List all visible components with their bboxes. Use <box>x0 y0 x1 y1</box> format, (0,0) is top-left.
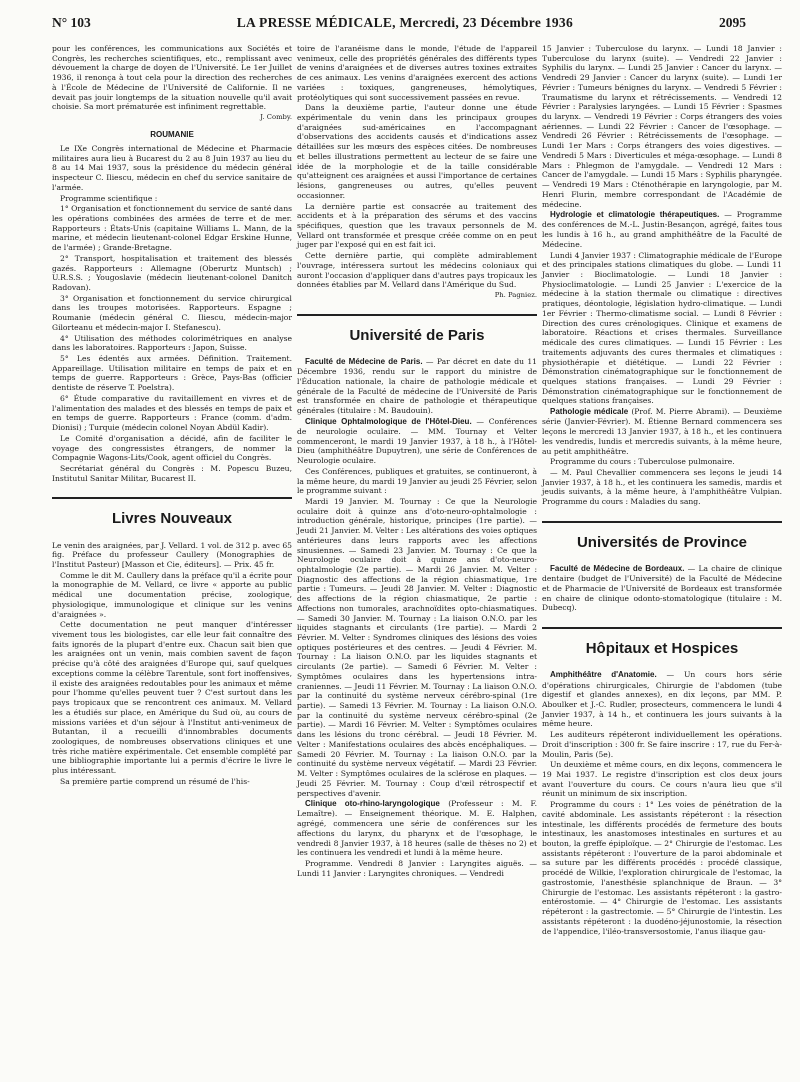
ophthalmology-heading: Clinique Ophtalmologique de l'Hôtel-Dieu. <box>305 416 472 426</box>
bordeaux-heading: Faculté de Médecine de Bordeaux. <box>550 564 685 573</box>
pathology-text: (Prof. M. Pierre Abrami). — Deuxième série (Janvier-Février). M. Étienne Bernard commencera ses leçons le mercredi 13 Janvier 1937, à 18 h., et les continuera les vendredis, lundis et mercredis suivants, à la même heure, au petit amphithéâtre. <box>542 407 782 456</box>
program-item: 6° Étude comparative du ravitaillement en vivres et de l'alimentation des malades et des blessés en temps de paix et en temps de guerre. Rapporteurs : France (comm. d'adm. Dionisi) ; Turquie (médecin colonel Noyan Abdül Kadir). <box>52 393 292 433</box>
oto-heading: Clinique oto-rhino-laryngologique <box>305 799 440 809</box>
pathology-notice <box>542 407 782 456</box>
ophthalmology-notice <box>297 417 537 466</box>
section-heading-livres: Livres Nouveaux <box>111 510 233 528</box>
hydrology-heading: Hydrologie et climatologie thérapeutiques. <box>550 210 720 220</box>
program-item: 4° Utilisation des méthodes colorimétriques en analyse dans les laboratoires. Rapporteurs : Japon, Suisse. <box>52 333 292 353</box>
anatomy-heading: Amphithéâtre d'Anatomie. <box>550 670 657 680</box>
pathology-program: Programme du cours : Tuberculose pulmonaire. <box>550 457 735 467</box>
oto-program-continued: 15 Janvier : Tuberculose du larynx. — Lundi 18 Janvier : Tuberculose du larynx (suite). — Vendredi 22 Janvier : Syphilis du larynx. — Lundi 25 Janvier : Cancer du larynx. — Vendredi 29 Janvier : Cancer du larynx (suite). — Lundi 1er Février : Tumeurs bénignes du larynx. — Vendredi 5 Février : Traumatisme du larynx et rétrécissements. — Vendredi 12 Février : Paralysies laryngées. — Lundi 15 Février : Spasmes du larynx. — Vendredi 19 Février : Corps étrangers des voies aériennes. — Lundi 22 Février : Cancer de l'œsophage. — Vendredi 26 Février : Rétrécissements de l'œsophage. — Lundi 1er Mars : Corps étrangers des voies digestives. — Vendredi 5 Mars : Diverticules et méga-œsophage. — Lundi 8 Mars : Phlegmon de l'amygdale. — Vendredi 12 Mars : Cancer de l'amygdale. — Lundi 15 Mars : Syphilis pharyngée. — Vendredi 19 Mars : Cténothérapie en laryngologie, par M. Henri Flurin, membre correspondant de l'Académie de médecine. <box>542 44 782 209</box>
program-item: 2° Transport, hospitalisation et traitement des blessés gazés. Rapporteurs : Allemagne (Oberurtz Muntsch) ; U.R.S.S. ; Yougoslavie (médecin lieutenant-colonel Danitch Radovan). <box>52 253 292 293</box>
program-heading: Programme scientifique : <box>60 193 158 203</box>
section-rule <box>52 497 292 499</box>
section-rule <box>542 627 782 629</box>
congress-note: Le Comité d'organisation a décidé, afin de faciliter le voyage des congressistes étrangers, de nommer la Compagnie Wagons-Lits/Cook, agent officiel du Congrès. <box>52 433 292 463</box>
review-paragraph: Sa première partie comprend un résumé de l'his- <box>60 776 250 786</box>
section-rule <box>297 314 537 316</box>
review-paragraph: Comme le dit M. Caullery dans la préface qu'il a écrite pour la monographie de M. Vellard, ce livre « apporte au public médical une documentation précise, zoologique, physiologique, immunologique et clinique sur les venins d'araignées ». <box>52 570 292 619</box>
review-signature: Ph. Pagniez. <box>494 290 537 299</box>
congress-paragraph: Le IXe Congrès international de Médecine et Pharmacie militaires aura lieu à Bucarest du 2 au 8 Juin 1937 au lieu du 8 au 14 Mai 1937, sous la présidence du médecin général inspecteur C. Iliescu, médecin en chef du service sanitaire de l'armée. <box>52 143 292 192</box>
anatomy-text: — Un cours hors série d'opérations chirurgicales, Chirurgie de l'abdomen (tube digestif et glandes annexes), en dix leçons, par MM. P. Aboulker et J.-C. Rudler, prosecteurs, commencera le lundi 4 Janvier 1937, à 14 h., et continuera les jours suivants à la même heure. <box>542 670 782 729</box>
bordeaux-notice <box>542 564 782 613</box>
review-paragraph: La dernière partie est consacrée au traitement des accidents et à la préparation des sérums et des vaccins spécifiques, question que les travaux personnels de M. Vellard ont transformée et presque créée comme on en peut juger par l'exposé qui en est fait ici. <box>297 201 537 250</box>
obituary-signature: J. Comby. <box>260 113 292 122</box>
review-paragraph: Dans la deuxième partie, l'auteur donne une étude expérimentale du venin dans les principaux groupes d'araignées sud-américaines en l'accompagnant d'observations des accidents causés et d'indications assez détaillées sur les mœurs des espèces citées. De nombreuses et belles illustrations permettent au lecteur de se faire une idée de la morphologie et de la taille considérable qu'atteignent ces araignées et aussi l'importance de certaines lésions, gangreneuses ou autres, qu'elles peuvent occasionner. <box>297 103 537 200</box>
obituary-paragraph: pour les conférences, les communications aux Sociétés et Congrès, les recherches scientifiques, etc., remplissant avec dévouement la charge de doyen de l'Université. Le 1er Juillet 1936, il renonça à tout cela pour la direction des recherches à l'École de Médecine de l'Université de Californie. Il ne devait pas jouir longtemps de la situation nouvelle qu'il avait choisie. Sa mort prématurée est infiniment regrettable. <box>52 44 292 112</box>
program-item: 3° Organisation et fonctionnement du service chirurgical dans les troupes motorisées. Rapporteurs. Espagne ; Roumanie (médecin général C. Iliescu, médecin-major Gilorteanu et médecin-major I. Stefanescu). <box>52 293 292 332</box>
section-rule <box>542 521 782 523</box>
hydrology-text: — Programme des conférences de M.-L. Justin-Besançon, agrégé, faites tous les lundis à 16 h., au grand amphithéâtre de la Faculté de Médecine. <box>542 210 782 249</box>
page-number: 2095 <box>719 15 746 30</box>
pathology-paragraph: — M. Paul Chevallier commencera ses leçons le jeudi 14 Janvier 1937, à 18 h., et les continuera les samedis, mardis et jeudis suivants, à la même heure, à l'amphithéâtre Vulpian. Programme du cours : Maladies du sang. <box>542 467 782 507</box>
program-item: 1° Organisation et fonctionnement du service de santé dans les opérations combinées des armées de terre et de mer. Rapporteurs : États-Unis (capitaine Williams L. Mann, de la marine, et médecin lieutenant-colonel Edgar Erskine Hunne, de l'armée) ; Grande-Bretagne. <box>52 204 292 253</box>
anatomy-notice <box>542 670 782 729</box>
ophthalmology-program: Mardi 19 Janvier. M. Tournay : Ce que la Neurologie oculaire doit à quinze ans d'oto-neuro-ophtalmologie : introduction générale, historique, principes (1re partie). — Jeudi 21 Janvier. M. Velter : Les altérations des voies optiques antérieures dans leurs rapports avec les affections sinusiennes. — Samedi 23 Janvier. M. Tournay : Ce que la Neurologie oculaire doit à quinze ans d'oto-neuro-ophtalmologie (2e partie). — Mardi 26 Janvier. M. Velter : Diagnostic des affections de la région chiasmatique, 1re partie : Tumeurs. — Jeudi 28 Janvier. M. Velter : Diagnostic des affections de la région chiasmatique, 2e partie : Affections non tumorales, arachnoïdites opto-chiasmatiques. — Samedi 30 Janvier. M. Tournay : La liaison O.N.O. par les liquides stagnants et circulants (1re partie). — Mardi 2 Février. M. Velter : Syndromes cliniques des lésions des voies optiques postérieures et des centres. — Jeudi 4 Février. M. Tournay : La liaison O.N.O. par les liquides stagnants et circulants (2e partie). — Samedi 6 Février. M. Velter : Symptômes oculaires dans les hypertensions intra-craniennes. — Jeudi 11 Février. M. Tournay : La liaison O.N.O. par la continuité du système nerveux cérébro-spinal (1re partie). — Samedi 13 Février. M. Tournay : La liaison O.N.O. par la continuité du système nerveux cérébro-spinal (2e partie). — Mardi 16 Février. M. Velter : Symptômes oculaires dans les lésions du tronc cérébral. — Jeudi 18 Février. M. Velter : Manifestations oculaires des abcès encéphaliques. — Samedi 20 Février. M. Tournay : La liaison O.N.O. par la continuité du système nerveux végétatif. — Mardi 23 Février. M. Velter : Symptômes oculaires de la sclérose en plaques. — Jeudi 25 Février. M. Tournay : Coup d'œil rétrospectif et perspectives d'avenir. <box>297 496 537 798</box>
review-paragraph: Cette documentation ne peut manquer d'intéresser vivement tous les biologistes, car elle leur fait connaître des faits ignorés de la plupart d'entre eux. Chacun sait bien que les araignées ont un venin, mais combien savent de façon précise qu'à côté des araignées d'Europe qui, sauf quelques exceptions comme la célèbre Tarentule, sont fort inoffensives, il existe des araignées redoutables pour les animaux et même pour l'homme qu'elles peuvent tuer ? C'est surtout dans les pays tropicaux que se rencontrent ces animaux. M. Vellard les a étudiés sur place, en Amérique du Sud où, au cours de missions variées et d'un séjour à l'Institut anti-venimeux de Butantan, il a recueilli d'innombrables documents zoologiques, de nombreuses observations cliniques et une très riche matière expérimentale. Cet ensemble complété par une bibliographie importante lui a permis d'écrire le livre le plus intéressant. <box>52 620 292 776</box>
section-heading-province: Universités de Province <box>576 533 748 551</box>
ophthalmology-paragraph: Ces Conférences, publiques et gratuites, se continueront, à la même heure, du mardi 19 Janvier au jeudi 25 Février, selon le programme suivant : <box>297 466 537 496</box>
column-right <box>542 44 782 937</box>
pathology-heading: Pathologie médicale <box>550 407 629 417</box>
bordeaux-text: — La chaire de clinique dentaire (budget de l'Université) de la Faculté de Médecine et de Pharmacie de l'Université de Bordeaux est transformée en chaire de clinique odonto-stomatologique (titulaire : M. Dubecq). <box>542 564 782 613</box>
congress-secretariat: Secrétariat général du Congrès : M. Popescu Buzeu, Institutul Sanitar Militar, Bucarest II. <box>52 463 292 483</box>
oto-text: (Professeur : M. F. Lemaître). — Enseignement théorique. M. E. Halphen, agrégé, commencera une série de conférences sur les affections du larynx, du pharynx et de l'œsophage, le vendredi 8 Janvier 1937, à 18 heures (salle de thèses no 2) et les continuera les vendredi et lundi à la même heure. <box>297 799 537 858</box>
oto-program: Programme. Vendredi 8 Janvier : Laryngites aiguës. — Lundi 11 Janvier : Laryngites chroniques. — Vendredi <box>297 859 537 878</box>
program-item: 5° Les édentés aux armées. Définition. Traitement. Appareillage. Utilisation militaire en temps de paix et en temps de guerre. Rapporteurs : Grèce, Pays-Bas (officier dentiste de réserve T. Poelstra). <box>52 354 292 393</box>
oto-notice <box>297 799 537 858</box>
book-citation: Le venin des araignées, par J. Vellard. 1 vol. de 312 p. avec 65 fig. Préface du professeur Caullery (Monographies de l'Institut Pasteur) [Masson et Cie, éditeurs]. — Prix. 45 fr. <box>52 540 292 570</box>
column-middle <box>297 44 537 879</box>
faculty-heading: Faculté de Médecine de Paris. <box>305 356 423 366</box>
review-paragraph: Cette dernière partie, qui complète admirablement l'ouvrage, intéressera surtout les médecins coloniaux qui auront l'occasion d'appliquer dans d'autres pays tropicaux les données établies par M. Vellard dans l'Amérique du Sud. <box>297 251 537 290</box>
running-header <box>52 14 746 38</box>
hydrology-notice <box>542 210 782 249</box>
hydrology-program: Lundi 4 Janvier 1937 : Climatographie médicale de l'Europe et des principales stations climatiques du globe. — Lundi 11 Janvier : Bioclimatologie. — Lundi 18 Janvier : Physioclimatologie. — Lundi 25 Janvier : L'exercice de la médecine à la station thermale ou climatique : directives pratiques, déontologie, législation hydro-climatique. — Lundi 1er Février : Thermo-climatisme social. — Lundi 8 Février : Direction des cures crénologiques. Clinique et examens de laboratoire. Réactions et crises thermales. Surveillance médicale des cures climatiques. — Lundi 15 Février : Les traitements adjuvants des cures thermales et climatiques : physiothérapie et diététique. — Lundi 22 Février : Démonstration cinématographique sur le fonctionnement de quelques stations françaises. — Lundi 29 Février : Démonstration cinématographique sur le fonctionnement de quelques stations françaises. <box>542 250 782 406</box>
anatomy-paragraph: Un deuxième et même cours, en dix leçons, commencera le 19 Mai 1937. Le registre d'inscription est clos deux jours avant l'ouverture du cours. Ce cours n'aura lieu que s'il réunit un minimum de six inscription. <box>542 760 782 799</box>
ophthalmology-text: — Conférences de neurologie oculaire. — MM. Tournay et Velter commenceront, le mardi 19 Janvier 1937, à 18 h., à l'Hôtel-Dieu (amphithéâtre Dupuytren), une série de Conférences de Neurologie oculaire. <box>297 416 537 466</box>
column-left <box>52 44 292 788</box>
faculty-notice <box>297 357 537 416</box>
section-heading-hopitaux: Hôpitaux et Hospices <box>585 640 739 658</box>
issue-number: N° 103 <box>52 15 91 30</box>
faculty-text: — Par décret en date du 11 Décembre 1936, rendu sur le rapport du ministre de l'Éducation nationale, la chaire de pathologie médicale et générale de la Faculté de médecine de l'Université de Paris est transformée en chaire de pathologie et thérapeutique générales (titulaire : M. Baudouin). <box>297 356 537 415</box>
section-heading-universite-paris: Université de Paris <box>349 326 485 344</box>
anatomy-paragraph: Les auditeurs répéteront individuellement les opérations. Droit d'inscription : 300 fr. Se faire inscrire : 17, rue du Fer-à-Moulin, Paris (5e). <box>542 730 782 759</box>
journal-title: LA PRESSE MÉDICALE, Mercredi, 23 Décembre 1936 <box>236 15 574 30</box>
anatomy-program: Programme du cours : 1° Les voies de pénétration de la cavité abdominale. Les assistants répéteront : la résection intestinale, les différents procédés de fermeture des bouts intestinaux, les anastomoses intestinales en surtures et au bouton, la greffe épiploïque. — 2° Chirurgie de l'estomac. Les assistants répéteront : l'ouverture de la paroi abdominale et sa suture par les différents procédés : procédé classique, procédé de Wilkie, l'exploration chirurgicale de l'estomac, la gastrostomie, l'anesthésie splanchnique de Braun. — 3° Chirurgie de l'estomac. Les assistants répéteront : la gastro-entérostomie. — 4° Chirurgie de l'estomac. Les assistants répéteront : la gastrectomie. — 5° Chirurgie de l'intestin. Les assistants répéteront : la duodéno-jéjunostomie, la résection de l'appendice, l'iléo-transversostomie, l'anus iliaque gau- <box>542 800 782 936</box>
review-paragraph: toire de l'aranéisme dans le monde, l'étude de l'appareil venimeux, celle des propriétés générales des différents types de venins d'araignées et de diverses autres toxines extraites de ces animaux. Les venins d'araignées exercent des actions variées : toxiques, gangreneuses, hémolytiques, protéolytiques qui sont successivement passées en revue. <box>297 44 537 102</box>
section-heading-roumanie: ROUMANIE <box>150 129 194 139</box>
